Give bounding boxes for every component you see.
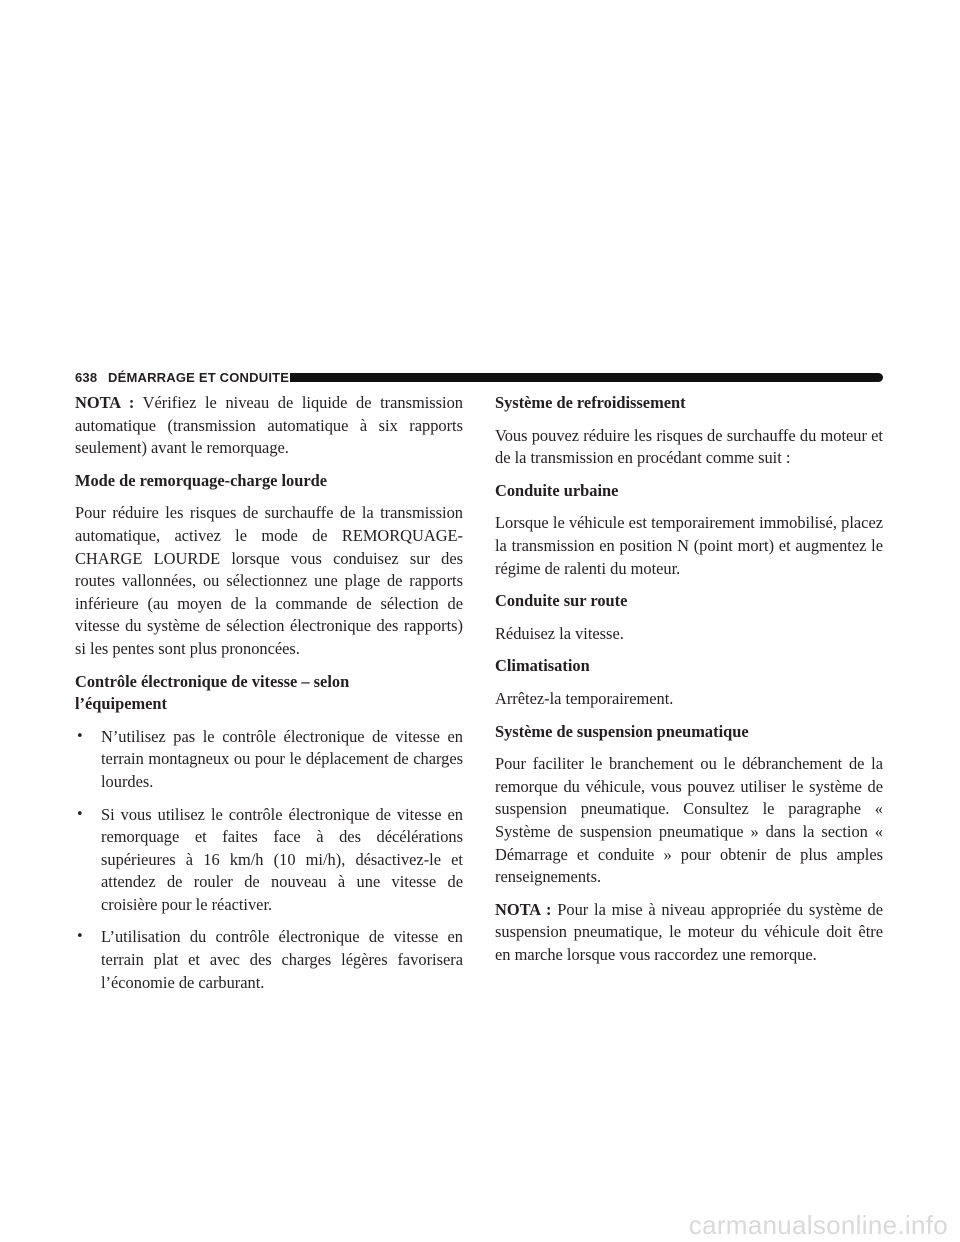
watermark-url: carmanualsonline.info (688, 1210, 948, 1240)
page-header (75, 368, 883, 388)
paragraph-air-conditioning: Arrêtez-la temporairement. (495, 688, 674, 708)
note-label: NOTA : (75, 393, 135, 412)
paragraph-cooling-system: Vous pouvez réduire les risques de surchauffe du moteur et de la transmission en procédant comme suit : (495, 425, 883, 468)
paragraph-highway-driving: Réduisez la vitesse. (495, 623, 624, 643)
bullet-icon: • (76, 728, 84, 744)
paragraph-air-suspension: Pour faciliter le branchement ou le débranchement de la remorque du véhicule, vous pouvez utiliser le système de suspension pneumatique. Consultez le paragraphe « Système de suspension pneumatique » dans la section « Démarrage et conduite » pour obtenir de plus amples renseignements. (495, 754, 883, 887)
note-label: NOTA : (495, 899, 552, 919)
paragraph-heavy-mode: Pour réduire les risques de surchauffe de la transmission automatique, activez le mode de REMORQUAGE-CHARGE LOURDE lorsque vous conduisez sur des routes vallonnées, ou sélectionnez une plage de rapports inférieure (au moyen de la commande de sélection de vitesse du système de sélection électronique des rapports) si les pentes sont plus prononcées. (75, 503, 463, 658)
list-item (75, 926, 463, 994)
heading-heavy-mode: Mode de remorquage-charge lourde (75, 470, 328, 490)
heading-highway-driving: Conduite sur route (495, 591, 628, 611)
bullet-text: L’utilisation du contrôle électronique de vitesse en terrain plat et avec des charges légères favorisera l’économie de carburant. (101, 927, 463, 992)
bullet-icon: • (76, 806, 84, 822)
bullet-text: Si vous utilisez le contrôle électronique de vitesse en remorquage et faites face à des décélérations supérieures à 16 km/h (10 mi/h), désactivez-le et attendez de rouler de nouveau à une vitesse de croisière pour le réactiver. (101, 804, 463, 914)
note-air-suspension (495, 899, 883, 967)
list-item (75, 726, 463, 794)
left-column (75, 392, 463, 1004)
page-number: 638 (75, 370, 98, 385)
note-text: Pour la mise à niveau appropriée du système de suspension pneumatique, le moteur du véhicule doit être en marche lorsque vous raccordez une remorque. (495, 899, 883, 964)
heading-air-conditioning: Climatisation (495, 656, 590, 676)
heading-cruise-line1: Contrôle électronique de vitesse – selon (75, 671, 350, 691)
right-column (495, 392, 883, 976)
heading-city-driving: Conduite urbaine (495, 480, 619, 500)
note-text: Vérifiez le niveau de liquide de transmission automatique (transmission automatique à six rapports seulement) avant le remorquage. (75, 393, 463, 458)
heading-air-suspension: Système de suspension pneumatique (495, 721, 749, 741)
note-towing-fluid (75, 392, 463, 460)
cruise-bullet-list (75, 726, 463, 995)
bullet-text: N’utilisez pas le contrôle électronique de vitesse en terrain montagneux ou pour le déplacement de charges lourdes. (101, 726, 463, 791)
list-item (75, 804, 463, 917)
header-rule-bar (290, 373, 883, 382)
heading-cruise-control (75, 671, 463, 716)
section-title: DÉMARRAGE ET CONDUITE (108, 370, 290, 385)
bullet-icon: • (76, 929, 84, 945)
heading-cruise-line2: l’équipement (75, 694, 167, 714)
heading-cooling-system: Système de refroidissement (495, 393, 686, 412)
paragraph-city-driving: Lorsque le véhicule est temporairement immobilisé, placez la transmission en position N (point mort) et augmentez le régime de ralenti du moteur. (495, 513, 883, 578)
